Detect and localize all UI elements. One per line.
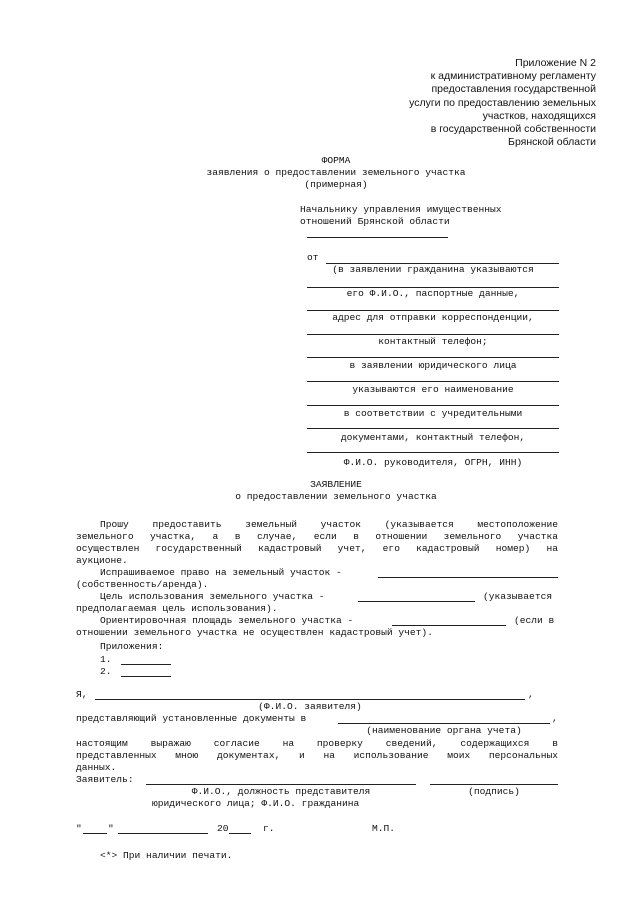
consent-line: представленных мною документах, и на использование моих персональных — [76, 750, 558, 761]
request-line: Прошу предоставить земельный участок (указывается местоположение — [100, 519, 558, 530]
appendix-header — [296, 57, 596, 149]
applicant-label: Заявитель: — [76, 774, 134, 785]
from-label: от — [307, 252, 319, 263]
from-hint-line: в соответствии с учредительными — [343, 408, 523, 419]
appendix-line: Приложение N 2 — [515, 57, 596, 69]
addressee — [300, 204, 502, 228]
statement-title-line: ЗАЯВЛЕНИЕ — [310, 479, 362, 490]
appendix-line: к административному регламенту — [430, 70, 596, 83]
from-hint-line: Ф.И.О. руководителя, ОГРН, ИНН) — [343, 457, 523, 468]
form-title-line: ФОРМА — [321, 155, 351, 166]
request-line: земельного участка, а в случае, если в отношении земельного участка — [76, 531, 558, 542]
attachments-label: Приложения: — [100, 641, 164, 652]
organ-hint: (наименование органа учета) — [366, 725, 522, 736]
appendix-line: Брянской области — [508, 136, 596, 149]
purpose-hint-cont: предполагаемая цель использования). — [76, 603, 278, 614]
addressee-blank-line[interactable] — [307, 237, 448, 238]
from-hint-line: (в заявлении гражданина указываются — [332, 264, 534, 275]
date-close-quote: " — [108, 823, 114, 834]
from-hint-line: в заявлении юридического лица — [349, 360, 517, 371]
from-hint-line: контактный телефон; — [378, 336, 488, 347]
attachment-blank-line[interactable] — [121, 676, 171, 677]
signature-blank-line[interactable] — [430, 784, 558, 785]
year-prefix: 20 — [217, 823, 229, 834]
stamp-label: М.П. — [372, 823, 396, 834]
from-blank-line[interactable] — [307, 452, 559, 453]
from-blank-line[interactable] — [307, 381, 559, 382]
from-blank-line[interactable] — [307, 405, 559, 406]
request-line: аукционе. — [76, 555, 128, 566]
statement-title-line: о предоставлении земельного участка — [235, 491, 437, 502]
attachment-blank-line[interactable] — [121, 664, 171, 665]
applicant-hint: Ф.И.О., должность представителя — [191, 786, 371, 797]
ya-label: Я, — [76, 689, 88, 700]
consent-line: настоящим выражаю согласие на проверку сведений, содержащихся в — [76, 738, 558, 749]
area-label: Ориентировочная площадь земельного участка - — [100, 615, 354, 626]
appendix-line: участков, находящихся — [482, 109, 596, 122]
purpose-label: Цель использования земельного участка - — [100, 591, 325, 602]
organ-blank-line[interactable] — [338, 723, 550, 724]
from-hint-line: его Ф.И.О., паспортные данные, — [346, 288, 520, 299]
area-hint: (если в — [514, 615, 555, 626]
right-blank-line[interactable] — [378, 577, 558, 578]
signature-hint: (подпись) — [468, 786, 520, 797]
area-blank-line[interactable] — [392, 625, 506, 626]
footnote: <*> При наличии печати. — [100, 850, 233, 861]
fio-hint: (Ф.И.О. заявителя) — [258, 701, 362, 712]
from-hints — [307, 264, 559, 468]
from-blank-line[interactable] — [307, 334, 559, 335]
from-hint-line: указываются его наименование — [352, 384, 514, 395]
day-blank-line[interactable] — [83, 833, 107, 834]
from-blank-line[interactable] — [307, 357, 559, 358]
appendix-line: в государственной собственности — [430, 123, 596, 136]
applicant-hint: юридического лица; Ф.И.О. гражданина — [152, 798, 360, 809]
consent-line: данных. — [76, 762, 117, 773]
representing-label: представляющий установленные документы в — [76, 713, 307, 724]
from-hint-line: документами, контактный телефон, — [340, 432, 526, 443]
addressee-line: отношений Брянской области — [300, 216, 450, 227]
month-blank-line[interactable] — [118, 833, 208, 834]
fio-blank-line[interactable] — [95, 699, 525, 700]
date-open-quote: " — [76, 823, 82, 834]
from-hint-line: адрес для отправки корреспонденции, — [332, 312, 534, 323]
attachment-number: 2. — [100, 666, 112, 677]
appendix-line: услуги по предоставлению земельных — [409, 96, 596, 109]
purpose-blank-line[interactable] — [358, 601, 475, 602]
comma: , — [552, 713, 558, 724]
statement-title — [150, 479, 522, 503]
year-suffix: г. — [263, 823, 275, 834]
appendix-line: предоставления государственной — [431, 83, 596, 96]
addressee-line: Начальнику управления имущественных — [300, 204, 502, 215]
attachment-number: 1. — [100, 654, 112, 665]
form-title — [150, 155, 522, 191]
purpose-hint: (указывается — [483, 591, 553, 602]
from-blank-line[interactable] — [307, 428, 559, 429]
comma: , — [528, 689, 534, 700]
area-hint-cont: отношении земельного участка не осуществлен кадастровый учет). — [76, 627, 433, 638]
request-line: осуществлен государственный кадастровый учет, его кадастровый номер) на — [76, 543, 558, 554]
year-blank-line[interactable] — [229, 833, 251, 834]
consent-paragraph — [76, 738, 558, 774]
right-hint: (собственность/аренда). — [76, 579, 209, 590]
request-paragraph — [76, 519, 558, 567]
from-blank-line[interactable] — [307, 310, 559, 311]
applicant-blank-line[interactable] — [146, 784, 416, 785]
right-label: Испрашиваемое право на земельный участок - — [100, 567, 342, 578]
form-title-line: заявления о предоставлении земельного участка — [206, 167, 466, 178]
form-title-line: (примерная) — [304, 179, 368, 190]
